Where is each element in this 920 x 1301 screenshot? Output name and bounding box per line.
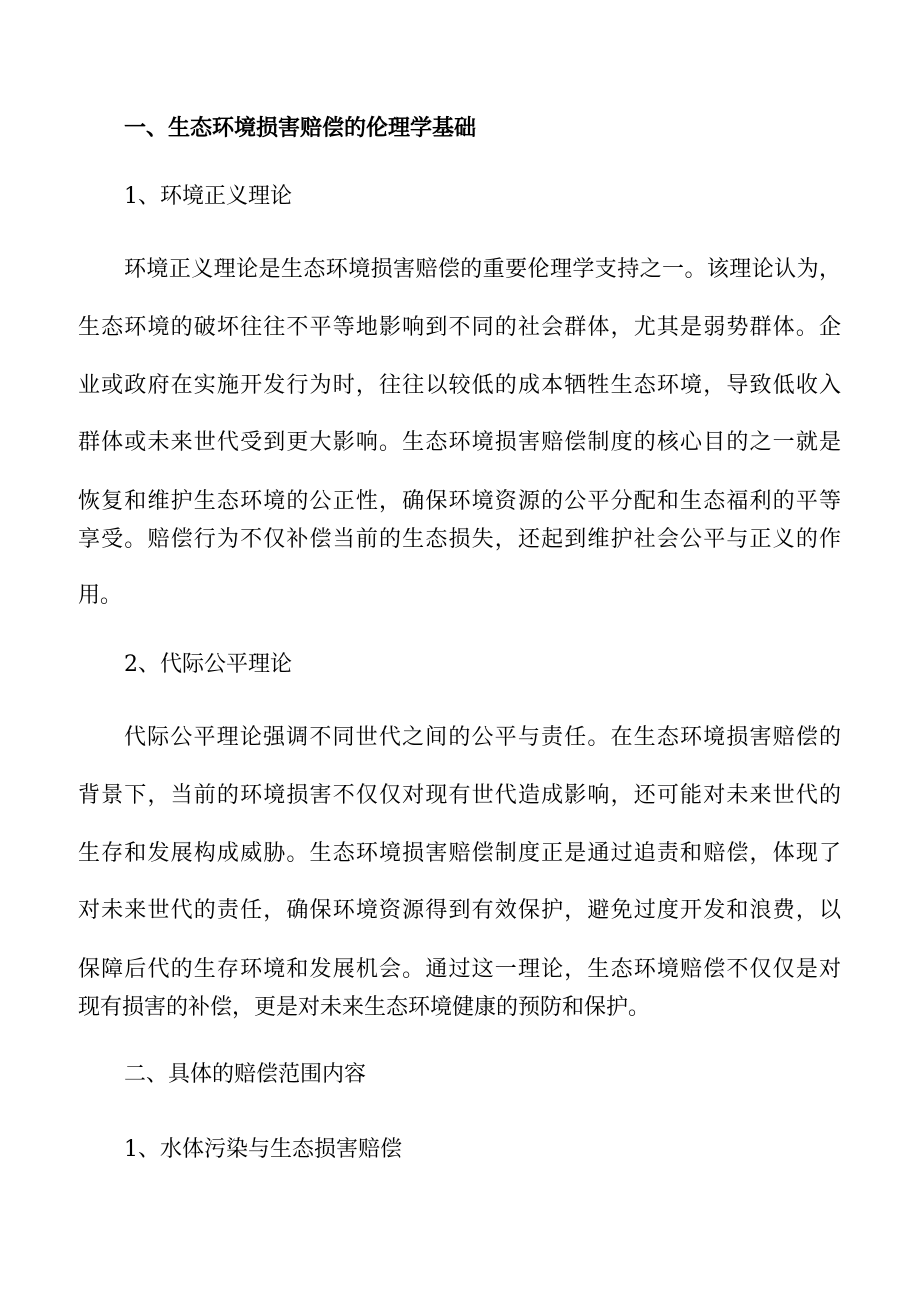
subsection-heading-1-1: 1、环境正义理论 <box>124 184 292 209</box>
section-heading-2: 二、具体的赔偿范围内容 <box>124 1062 367 1087</box>
paragraph-line: 环境正义理论是生态环境损害赔偿的重要伦理学支持之一。该理论认为， <box>124 257 841 282</box>
paragraph-line: 生态环境的破坏往往不平等地影响到不同的社会群体，尤其是弱势群体。企 <box>78 315 841 340</box>
paragraph-line: 现有损害的补偿，更是对未来生态环境健康的预防和保护。 <box>78 995 651 1020</box>
paragraph-line: 恢复和维护生态环境的公正性，确保环境资源的公平分配和生态福利的平等 <box>78 489 841 514</box>
section-heading-1: 一、生态环境损害赔偿的伦理学基础 <box>124 115 477 141</box>
paragraph-line: 背景下，当前的环境损害不仅仅对现有世代造成影响，还可能对未来世代的 <box>78 783 841 808</box>
paragraph-line: 代际公平理论强调不同世代之间的公平与责任。在生态环境损害赔偿的 <box>124 725 841 750</box>
paragraph-line: 享受。赔偿行为不仅补偿当前的生态损失，还起到维护社会公平与正义的作 <box>78 527 841 552</box>
paragraph-line: 生存和发展构成威胁。生态环境损害赔偿制度正是通过追责和赔偿，体现了 <box>78 841 841 866</box>
paragraph-line: 业或政府在实施开发行为时，往往以较低的成本牺牲生态环境，导致低收入 <box>78 373 841 398</box>
paragraph-line: 群体或未来世代受到更大影响。生态环境损害赔偿制度的核心目的之一就是 <box>78 430 841 455</box>
paragraph-line: 保障后代的生存环境和发展机会。通过这一理论，生态环境赔偿不仅仅是对 <box>78 957 841 982</box>
subsection-heading-1-2: 2、代际公平理论 <box>124 652 292 677</box>
paragraph-line: 对未来世代的责任，确保环境资源得到有效保护，避免过度开发和浪费，以 <box>78 898 841 923</box>
subsection-heading-2-1: 1、水体污染与生态损害赔偿 <box>124 1137 402 1162</box>
paragraph-line: 用。 <box>78 583 123 608</box>
